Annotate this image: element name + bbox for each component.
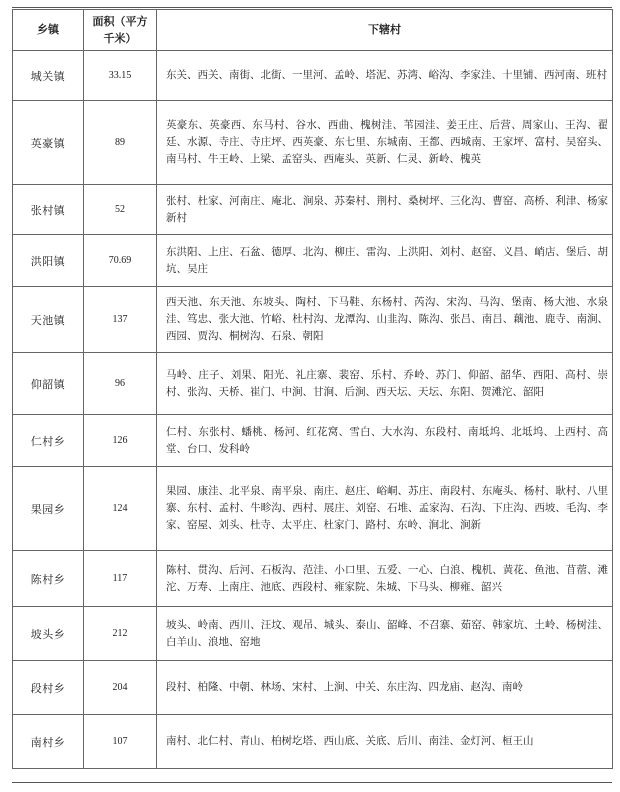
header-town: 乡镇: [13, 10, 84, 51]
header-area: 面积（平方千米）: [84, 10, 157, 51]
area-cell: 212: [84, 607, 157, 661]
table-row: [13, 467, 613, 551]
villages-cell: 西天池、东天池、东坡头、陶村、下马鞋、东杨村、芮沟、宋沟、马沟、堡南、杨大池、水泉洼、笃忠、张大池、竹峪、杜村沟、龙潭沟、山韭沟、陈沟、张吕、南吕、藕池、鹿寺、南涧、西园、贾沟、桐树沟、石泉、朝阳: [157, 287, 613, 353]
town-cell: 城关镇: [13, 51, 84, 101]
area-cell: 33.15: [84, 51, 157, 101]
villages-cell: 东洪阳、上庄、石盆、德厚、北沟、柳庄、雷沟、上洪阳、刘村、赵窑、义昌、峭店、堡后、胡坑、吴庄: [157, 235, 613, 287]
table-row: [13, 551, 613, 607]
area-cell: 52: [84, 185, 157, 235]
table-row: [13, 51, 613, 101]
villages-cell: 东关、西关、南街、北街、一里河、孟岭、塔泥、苏湾、峪沟、李家洼、十里铺、西河南、班村: [157, 51, 613, 101]
villages-cell: 陈村、贯沟、后河、石板沟、范洼、小口里、五爱、一心、白浪、槐机、黄花、鱼池、苜蓿、滩沱、万寿、上南庄、池底、西段村、雍家院、朱城、下马头、柳雍、韶兴: [157, 551, 613, 607]
villages-cell: 段村、柏隆、中朝、林场、宋村、上涧、中关、东庄沟、四龙庙、赵沟、南岭: [157, 661, 613, 715]
area-cell: 70.69: [84, 235, 157, 287]
table-row: [13, 353, 613, 415]
area-cell: 89: [84, 101, 157, 185]
table-row: [13, 101, 613, 185]
table-row: [13, 235, 613, 287]
header-villages: 下辖村: [157, 10, 613, 51]
villages-cell: 果园、康洼、北平泉、南平泉、南庄、赵庄、峪峒、苏庄、南段村、东庵头、杨村、耿村、八里寨、东村、孟村、牛畛沟、西村、展庄、刘窑、石堆、孟家沟、石沟、下庄沟、西坡、毛沟、李家、窑屋、刘头、杜寺、太平庄、杜家门、路村、东岭、涧北、涧新: [157, 467, 613, 551]
town-cell: 天池镇: [13, 287, 84, 353]
town-cell: 英豪镇: [13, 101, 84, 185]
table-row: [13, 661, 613, 715]
town-cell: 南村乡: [13, 715, 84, 769]
area-cell: 204: [84, 661, 157, 715]
area-cell: 107: [84, 715, 157, 769]
area-cell: 126: [84, 415, 157, 467]
town-cell: 果园乡: [13, 467, 84, 551]
town-cell: 洪阳镇: [13, 235, 84, 287]
header-row: [13, 10, 613, 51]
bottom-rule: [12, 782, 612, 783]
town-cell: 段村乡: [13, 661, 84, 715]
area-cell: 96: [84, 353, 157, 415]
area-cell: 124: [84, 467, 157, 551]
table-row: [13, 607, 613, 661]
table-row: [13, 185, 613, 235]
township-table: [12, 9, 613, 769]
villages-cell: 马岭、庄子、刘果、阳光、礼庄寨、裴窑、乐村、乔岭、苏门、仰韶、韶华、西阳、高村、崇村、张沟、天桥、崔门、中涧、甘涧、后涧、西天坛、天坛、东阳、贺滩沱、韶阳: [157, 353, 613, 415]
villages-cell: 英豪东、英豪西、东马村、谷水、西曲、槐树洼、苇园洼、姜王庄、后营、周家山、王沟、翟廷、水源、寺庄、寺庄坪、西英豪、东七里、东城南、王都、西城南、王家坪、富村、吴窑头、南马村、牛王岭、上梁、孟窑头、西庵头、英新、仁灵、新岭、槐英: [157, 101, 613, 185]
area-cell: 137: [84, 287, 157, 353]
table-row: [13, 715, 613, 769]
villages-cell: 仁村、东张村、蟠桃、杨河、红花窝、雪白、大水沟、东段村、南坻坞、北坻坞、上西村、高堂、台口、发科岭: [157, 415, 613, 467]
villages-cell: 坡头、岭南、西川、汪坟、观吊、城头、泰山、韶峰、不召寨、茹窑、韩家坑、土岭、杨树洼、白羊山、浪地、窑地: [157, 607, 613, 661]
town-cell: 仰韶镇: [13, 353, 84, 415]
top-rule: [12, 7, 612, 8]
town-cell: 陈村乡: [13, 551, 84, 607]
villages-cell: 张村、杜家、河南庄、庵北、涧泉、苏秦村、荆村、桑树坪、三化沟、曹窑、高桥、利津、杨家新村: [157, 185, 613, 235]
town-cell: 仁村乡: [13, 415, 84, 467]
villages-cell: 南村、北仁村、青山、柏树圪塔、西山底、关底、后川、南洼、金灯河、桓王山: [157, 715, 613, 769]
town-cell: 张村镇: [13, 185, 84, 235]
town-cell: 坡头乡: [13, 607, 84, 661]
table-row: [13, 415, 613, 467]
table-row: [13, 287, 613, 353]
area-cell: 117: [84, 551, 157, 607]
